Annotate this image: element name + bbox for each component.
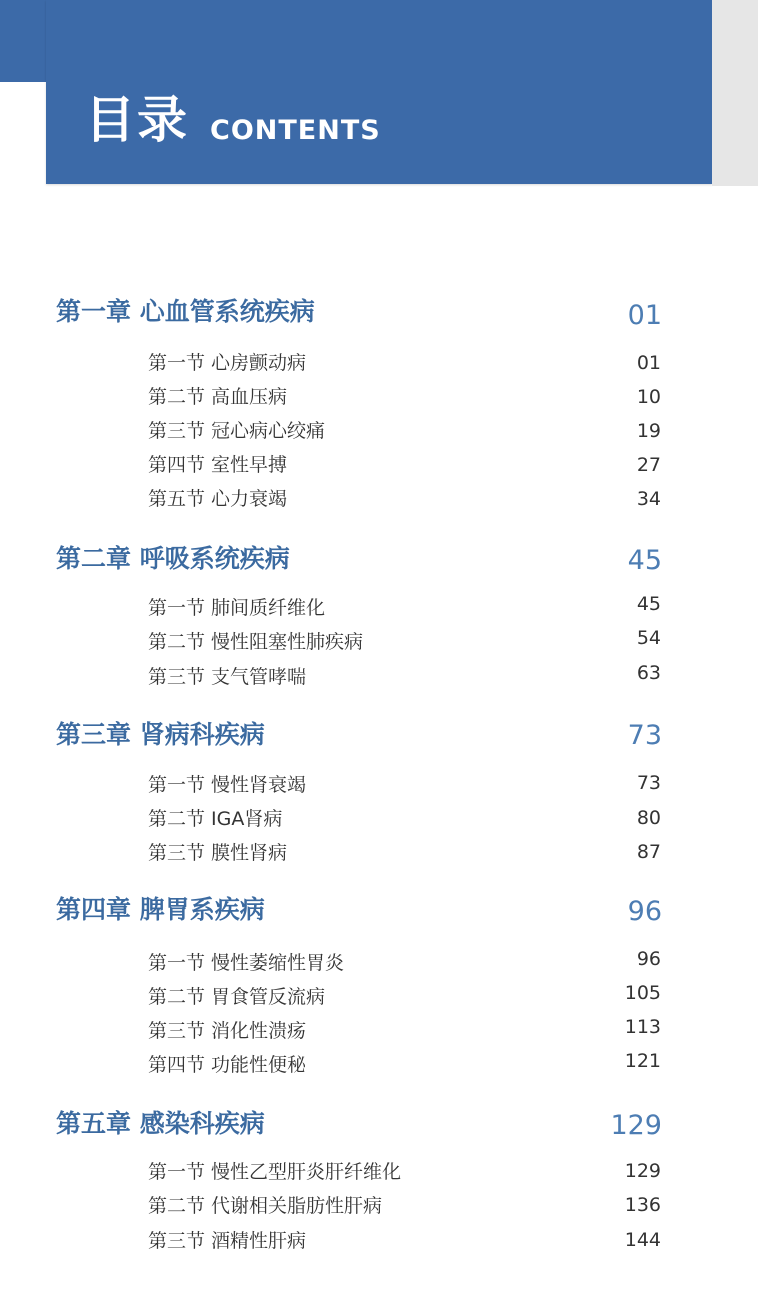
chapter-page-number: 96 <box>627 896 662 927</box>
section-title[interactable]: 第三节 酒精性肝病 <box>148 1230 307 1252</box>
section-page-number: 63 <box>636 662 661 684</box>
section-page-number: 10 <box>636 386 661 408</box>
section-title[interactable]: 第四节 功能性便秘 <box>148 1054 307 1076</box>
section-title[interactable]: 第二节 胃食管反流病 <box>148 986 326 1008</box>
section-title[interactable]: 第一节 心房颤动病 <box>148 352 307 374</box>
section-title[interactable]: 第一节 肺间质纤维化 <box>148 597 326 619</box>
chapter-title[interactable]: 第三章 肾病科疾病 <box>56 720 265 749</box>
chapter-title[interactable]: 第五章 感染科疾病 <box>56 1109 265 1138</box>
header-corner-block <box>0 0 46 82</box>
section-page-number: 144 <box>624 1229 661 1251</box>
chapter-title[interactable]: 第四章 脾胃系疾病 <box>56 895 265 924</box>
section-page-number: 121 <box>624 1050 661 1072</box>
chapter-page-number: 129 <box>610 1110 662 1141</box>
section-title[interactable]: 第二节 慢性阻塞性肺疾病 <box>148 631 364 653</box>
section-page-number: 87 <box>636 841 661 863</box>
section-page-number: 34 <box>636 488 661 510</box>
section-title[interactable]: 第五节 心力衰竭 <box>148 488 288 510</box>
section-title[interactable]: 第四节 室性早搏 <box>148 454 288 476</box>
section-title[interactable]: 第一节 慢性乙型肝炎肝纤维化 <box>148 1161 402 1183</box>
section-title[interactable]: 第三节 消化性溃疡 <box>148 1020 307 1042</box>
chapter-page-number: 01 <box>627 300 662 331</box>
page-subtitle: CONTENTS <box>210 115 381 146</box>
section-page-number: 01 <box>636 352 661 374</box>
section-page-number: 129 <box>624 1160 661 1182</box>
section-page-number: 113 <box>624 1016 661 1038</box>
section-title[interactable]: 第一节 慢性萎缩性胃炎 <box>148 952 345 974</box>
section-page-number: 45 <box>636 593 661 615</box>
header-shade <box>712 0 758 186</box>
section-page-number: 73 <box>636 772 661 794</box>
section-title[interactable]: 第二节 代谢相关脂肪性肝病 <box>148 1195 383 1217</box>
section-title[interactable]: 第三节 膜性肾病 <box>148 842 288 864</box>
section-title[interactable]: 第三节 支气管哮喘 <box>148 666 307 688</box>
section-page-number: 54 <box>636 627 661 649</box>
page-title: 目录 <box>85 91 189 149</box>
chapter-page-number: 45 <box>627 545 662 576</box>
section-page-number: 80 <box>636 807 661 829</box>
chapter-title[interactable]: 第一章 心血管系统疾病 <box>56 297 315 326</box>
section-page-number: 27 <box>636 454 661 476</box>
chapter-title[interactable]: 第二章 呼吸系统疾病 <box>56 544 290 573</box>
section-title[interactable]: 第二节 IGA肾病 <box>148 808 283 830</box>
section-title[interactable]: 第一节 慢性肾衰竭 <box>148 774 307 796</box>
section-title[interactable]: 第二节 高血压病 <box>148 386 288 408</box>
section-title[interactable]: 第三节 冠心病心绞痛 <box>148 420 326 442</box>
section-page-number: 136 <box>624 1194 661 1216</box>
chapter-page-number: 73 <box>627 720 662 751</box>
section-page-number: 19 <box>636 420 661 442</box>
section-page-number: 96 <box>636 948 661 970</box>
section-page-number: 105 <box>624 982 661 1004</box>
